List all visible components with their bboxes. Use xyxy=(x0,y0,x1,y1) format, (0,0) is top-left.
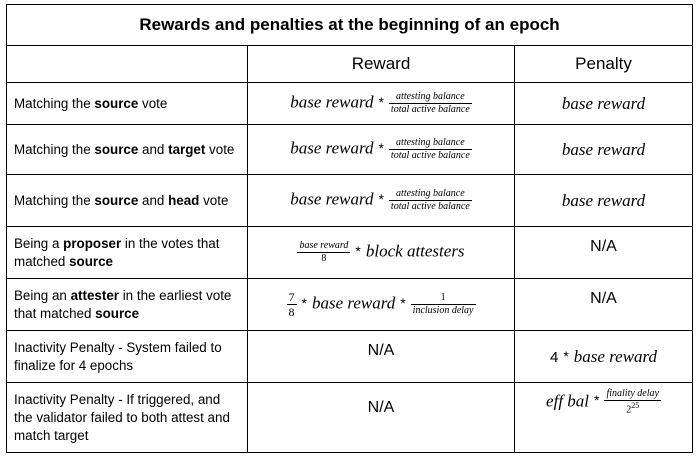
row-label: Matching the source and target vote xyxy=(7,125,248,175)
column-header-penalty: Penalty xyxy=(515,46,693,83)
table-row xyxy=(7,83,693,125)
reward-formula: base reward * $\frac{\text{attesting balance}}{\text{total active balance}}$ xyxy=(248,125,515,175)
table-row xyxy=(7,383,693,453)
table-title: Rewards and penalties at the beginning of an epoch xyxy=(7,5,693,46)
table-row xyxy=(7,331,693,383)
reward-formula: $\frac{\text{base reward}}{8}$ * block attesters xyxy=(248,227,515,279)
penalty-formula: base reward xyxy=(515,125,693,175)
table-row xyxy=(7,175,693,227)
reward-formula: base reward * $\frac{\text{attesting balance}}{\text{total active balance}}$ xyxy=(248,83,515,125)
penalty-formula: eff bal * $\frac{\text{finality delay}}{2^{25}}$ xyxy=(515,383,693,453)
fraction: $\frac{\text{finality delay}}{2^{25}}$ xyxy=(606,388,659,416)
row-label: Being an attester in the earliest vote that matched source xyxy=(7,279,248,331)
penalty-formula: 4 * base reward xyxy=(515,331,693,383)
fraction: $\frac{\text{attesting balance}}{\text{total active balance}}$ xyxy=(390,188,470,212)
column-header-reward: Reward xyxy=(248,46,515,83)
row-label: Matching the source and head vote xyxy=(7,175,248,227)
row-label: Inactivity Penalty - If triggered, and the validator failed to both attest and match target xyxy=(7,383,248,453)
fraction: $\frac{\text{attesting balance}}{\text{total active balance}}$ xyxy=(390,137,470,161)
penalty-value: N/A xyxy=(515,227,693,279)
row-label: Inactivity Penalty - System failed to finalize for 4 epochs xyxy=(7,331,248,383)
table-row xyxy=(7,227,693,279)
row-label: Being a proposer in the votes that matched source xyxy=(7,227,248,279)
column-header-blank xyxy=(7,46,248,83)
reward-value: N/A xyxy=(248,383,515,453)
fraction: $\frac{\text{attesting balance}}{\text{total active balance}}$ xyxy=(390,91,470,115)
fraction: $\frac{7}{8}$ xyxy=(288,290,295,319)
table-row xyxy=(7,125,693,175)
reward-formula: $\frac{7}{8}$ * base reward * $\frac{1}{\text{inclusion delay}}$ xyxy=(248,279,515,331)
reward-value: N/A xyxy=(248,331,515,383)
table-row xyxy=(7,279,693,331)
reward-formula: base reward * $\frac{\text{attesting balance}}{\text{total active balance}}$ xyxy=(248,175,515,227)
penalty-formula: base reward xyxy=(515,83,693,125)
fraction: $\frac{1}{\text{inclusion delay}}$ xyxy=(412,292,474,316)
penalty-formula: base reward xyxy=(515,175,693,227)
penalty-value: N/A xyxy=(515,279,693,331)
fraction: $\frac{\text{base reward}}{8}$ xyxy=(299,240,349,264)
row-label: Matching the source vote xyxy=(7,83,248,125)
rewards-penalties-table-sheet xyxy=(6,4,692,464)
rewards-penalties-table xyxy=(6,4,693,453)
